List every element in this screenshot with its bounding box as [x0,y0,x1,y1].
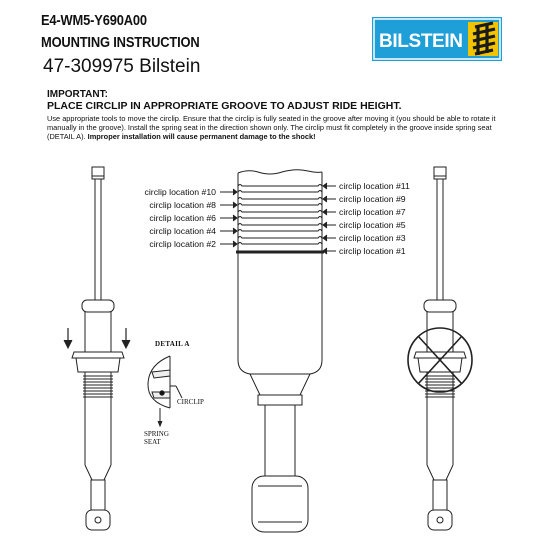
detail-a-drawing [148,356,182,426]
right-shock-grooves [425,376,455,397]
center-shock [236,170,324,532]
circlip-callout: CIRCLIP [177,398,204,406]
circlip-label-1: circlip location #1 [339,246,406,256]
notice-body-text: Use appropriate tools to move the circlip. Ensure that the circlip is fully seated in the groove after moving it (you should be able to rotate it manually in the groove). Install the spring seat in the direction shown only. The circlip must fit completely in the groove inside spring seat (DETAIL A). [47,114,496,142]
spring-seat-line-2: SEAT [144,438,161,446]
circlip-label-10: circlip location #10 [144,187,216,197]
logo-text: BILSTEIN [379,31,463,52]
circlip-label-7: circlip location #7 [339,207,406,217]
circlip-label-2: circlip location #2 [149,239,216,249]
circlip-label-11: circlip location #11 [339,181,410,191]
circlip-label-4: circlip location #4 [149,226,216,236]
circlip-label-8: circlip location #8 [149,200,216,210]
detail-a-title: DETAIL A [155,340,190,348]
circlip-label-3: circlip location #3 [339,233,406,243]
important-label: IMPORTANT: [47,89,108,100]
notice-headline: PLACE CIRCLIP IN APPROPRIATE GROOVE TO ADJUST RIDE HEIGHT. [47,100,402,112]
spring-seat-callout [144,430,169,446]
right-leader-lines [323,183,336,254]
center-shock-grooves [238,185,322,245]
circlip-label-5: circlip location #5 [339,220,406,230]
notice-warning: Improper installation will cause permanent damage to the shock! [87,132,316,142]
spring-seat-line-1: SPRING [144,430,169,438]
left-shock-grooves [83,376,113,397]
document-title: MOUNTING INSTRUCTION [41,34,200,51]
document-code: E4-WM5-Y690A00 [41,12,147,29]
circlip-label-9: circlip location #9 [339,194,406,204]
part-number: 47-309975 Bilstein [43,56,201,77]
right-shock [408,167,472,530]
circlip-label-6: circlip location #6 [149,213,216,223]
left-leader-lines [220,189,237,247]
